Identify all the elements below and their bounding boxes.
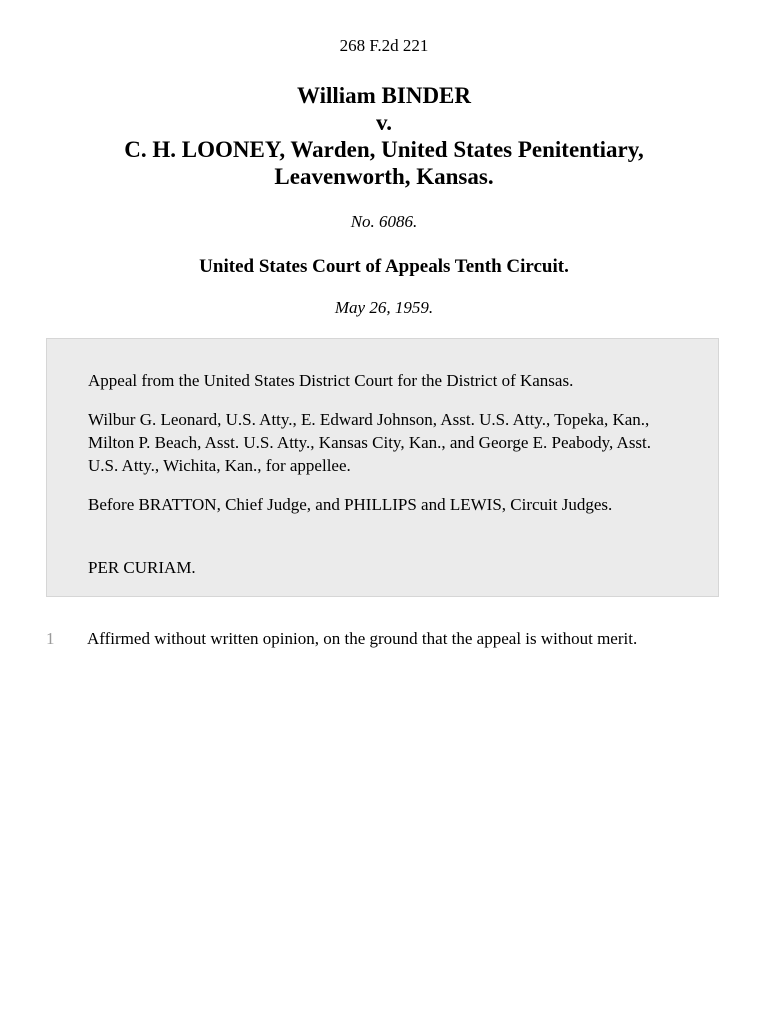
versus-label: v. [376,110,392,135]
decision-date: May 26, 1959. [334,298,434,317]
case-citation: 268 F.2d 221 [339,36,429,55]
court-name: United States Court of Appeals Tenth Circuit. [199,256,569,277]
paragraph-text: Affirmed without written opinion, on the ground that the appeal is without merit. [87,629,638,648]
respondent-line-2: Leavenworth, Kansas. [274,164,494,189]
appeal-from-text: Appeal from the United States District Court for the District of Kansas. [88,371,574,390]
petitioner-name: William BINDER [296,83,472,108]
paragraph-number: 1 [46,629,55,648]
counsel-text: Wilbur G. Leonard, U.S. Atty., E. Edward Johnson, Asst. U.S. Atty., Topeka, Kan., Milton P. Beach, Asst. U.S. Atty., Kansas City, Kan., and George E. Peabody, Asst. U.S. Atty., Wichita, Kan., for appellee. [88,410,652,475]
per-curiam-label: PER CURIAM. [88,558,196,577]
respondent-line-1: C. H. LOONEY, Warden, United States Penitentiary, [124,137,644,162]
preliminary-section [46,338,719,597]
case-title [40,82,728,190]
docket-number: No. 6086. [350,212,418,231]
judges-text: Before BRATTON, Chief Judge, and PHILLIPS and LEWIS, Circuit Judges. [88,495,613,514]
